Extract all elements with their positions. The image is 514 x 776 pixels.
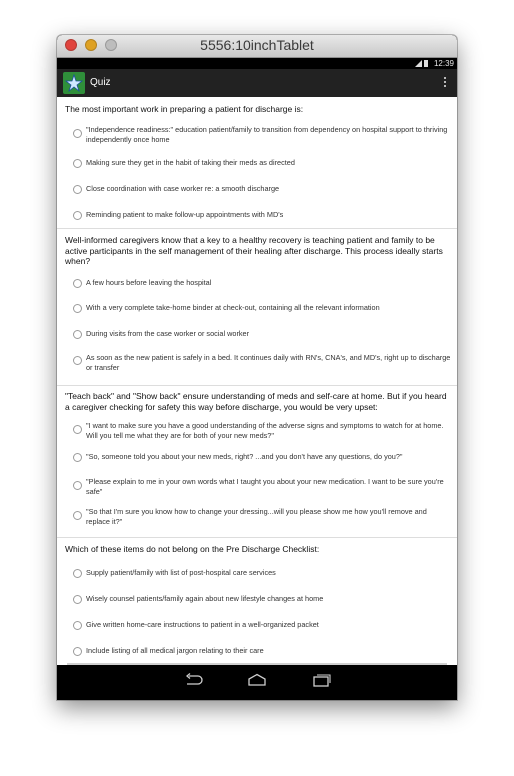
radio-button[interactable] [73, 304, 82, 313]
option-text: "So, someone told you about your new meds, right? ...and you don't have any questions, do you?" [86, 452, 403, 461]
overflow-menu-icon[interactable] [443, 77, 447, 90]
radio-button[interactable] [73, 595, 82, 604]
action-bar-title: Quiz [90, 77, 111, 88]
recent-apps-icon[interactable] [312, 673, 332, 687]
radio-button[interactable] [73, 185, 82, 194]
radio-button[interactable] [73, 481, 82, 490]
option-text: Wisely counsel patients/family again about new lifestyle changes at home [86, 594, 324, 603]
option-text: Close coordination with case worker re: a smooth discharge [86, 184, 280, 193]
option-text: Making sure they get in the habit of taking their meds as directed [86, 158, 295, 167]
window-title: 5556:10inchTablet [200, 37, 314, 53]
question-text: "Teach back" and "Show back" ensure understanding of meds and self-care at home. But if you heard a caregiver checking for safety this way before discharge, you would be very upset: [65, 391, 447, 412]
question-text: Which of these items do not belong on the Pre Discharge Checklist: [65, 544, 320, 554]
radio-button[interactable] [73, 159, 82, 168]
back-icon[interactable] [183, 673, 203, 687]
radio-button[interactable] [73, 356, 82, 365]
action-bar [57, 69, 457, 97]
status-time: 12:39 [433, 59, 454, 68]
option-text: Supply patient/family with list of post-hospital care services [86, 568, 276, 577]
radio-button[interactable] [73, 621, 82, 630]
radio-button[interactable] [73, 425, 82, 434]
radio-button[interactable] [73, 279, 82, 288]
option-text: "Independence readiness:" education patient/family to transition from dependency on hospital support to thriving independently once home [86, 125, 448, 144]
radio-button[interactable] [73, 569, 82, 578]
radio-button[interactable] [73, 129, 82, 138]
signal-battery-icon [415, 60, 429, 67]
question-1 [57, 97, 457, 237]
option-text: With a very complete take-home binder at check-out, containing all the relevant information [86, 303, 380, 312]
android-status-bar [57, 58, 457, 69]
radio-button[interactable] [73, 511, 82, 520]
option-text: Include listing of all medical jargon relating to their care [86, 646, 264, 655]
window-titlebar [57, 35, 457, 58]
radio-button[interactable] [73, 330, 82, 339]
quiz-content[interactable] [57, 97, 457, 665]
star-logo-icon[interactable] [63, 72, 85, 94]
option-text: Give written home-care instructions to patient in a well-organized packet [86, 620, 319, 629]
option-text: "Please explain to me in your own words what I taught you about your new medication. I want to be sure you're safe" [86, 477, 444, 496]
option-text: During visits from the case worker or social worker [86, 329, 250, 338]
option-text: "So that I'm sure you know how to change your dressing...will you please show me how you'll remove and replace it?" [86, 507, 427, 526]
question-text: Well-informed caregivers know that a key to a healthy recovery is teaching patient and family to be active participants in the self management of their healing after discharge. This process ideally starts when? [65, 235, 443, 266]
question-3 [57, 385, 457, 536]
emulator-window [57, 35, 457, 700]
option-text: Reminding patient to make follow-up appointments with MD's [86, 210, 284, 219]
radio-button[interactable] [73, 211, 82, 220]
question-text: The most important work in preparing a patient for discharge is: [65, 104, 304, 114]
android-navigation-bar [57, 665, 457, 700]
home-icon[interactable] [247, 673, 267, 687]
option-text: A few hours before leaving the hospital [86, 278, 212, 287]
option-text: As soon as the new patient is safely in a bed. It continues daily with RN's, CNA's, and MD's, right up to discharge or transfer [86, 353, 451, 372]
option-text: "I want to make sure you have a good understanding of the adverse signs and symptoms to watch for at home. Will you tell me what they are for both of your new meds?" [86, 421, 444, 440]
question-4 [57, 537, 457, 664]
question-2 [57, 228, 457, 377]
radio-button[interactable] [73, 453, 82, 462]
radio-button[interactable] [73, 647, 82, 656]
